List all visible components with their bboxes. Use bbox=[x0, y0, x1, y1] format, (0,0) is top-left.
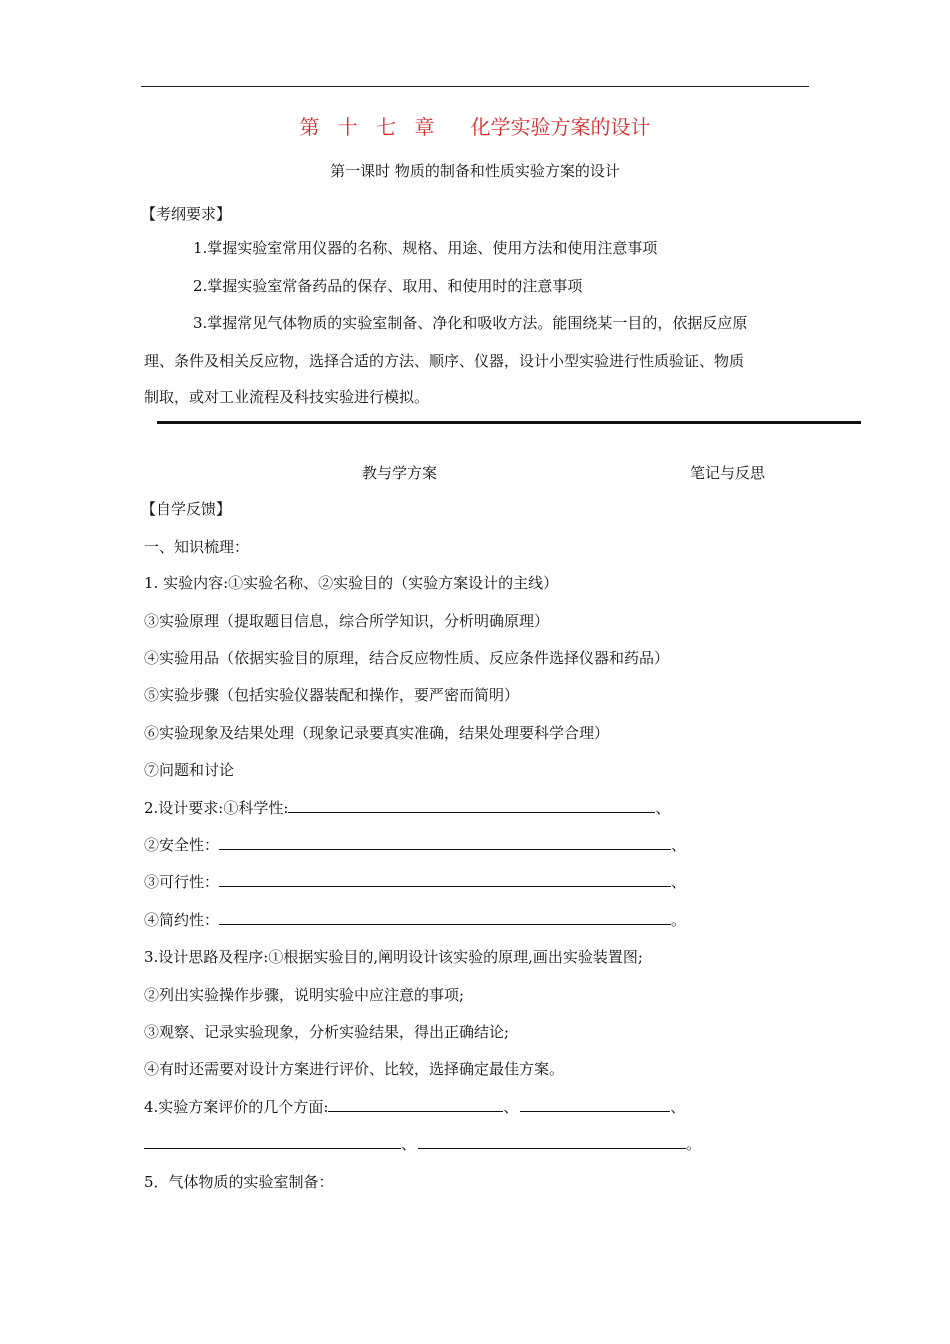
fill-blank[interactable] bbox=[520, 1097, 670, 1112]
item-4-label: 4.实验方案评价的几个方面: bbox=[144, 1098, 329, 1116]
design-req-feasibility bbox=[144, 872, 686, 892]
item-5: 5．气体物质的实验室制备： bbox=[144, 1173, 334, 1191]
item-3-line-2: ②列出实验操作步骤，说明实验中应注意的事项; bbox=[144, 986, 465, 1004]
design-req-feasibility-label: ③可行性： bbox=[144, 873, 220, 891]
column-header-left: 教与学方案 bbox=[362, 464, 438, 482]
design-req-scientific bbox=[144, 798, 670, 818]
item-1-line-2: ③实验原理（提取题目信息，综合所学知识，分析明确原理） bbox=[144, 612, 550, 630]
separator: 。 bbox=[671, 911, 687, 929]
item-4-line-1 bbox=[144, 1097, 685, 1117]
separator: 、 bbox=[670, 1098, 686, 1116]
fill-blank[interactable] bbox=[328, 1097, 503, 1112]
item-4-line-2 bbox=[144, 1134, 701, 1154]
item-1-line-6: ⑦问题和讨论 bbox=[144, 761, 235, 779]
requirement-item-3-line-1: 3.掌握常见气体物质的实验室制备、净化和吸收方法。能围绕某一目的，依据反应原 bbox=[193, 314, 748, 332]
fill-blank[interactable] bbox=[418, 1134, 686, 1149]
item-3-line-4: ④有时还需要对设计方案进行评价、比较，选择确定最佳方案。 bbox=[144, 1060, 565, 1078]
item-1-line-4: ⑤实验步骤（包括实验仪器装配和操作，要严密而简明） bbox=[144, 686, 520, 704]
chapter-number: 第 十 七 章 bbox=[299, 115, 441, 139]
item-3-line-1: 3.设计思路及程序:①根据实验目的,阐明设计该实验的原理,画出实验装置图; bbox=[144, 948, 643, 966]
separator: 、 bbox=[671, 873, 687, 891]
separator: 、 bbox=[671, 836, 687, 854]
separator: 、 bbox=[655, 799, 671, 817]
separator: 。 bbox=[686, 1135, 702, 1153]
requirement-item-3-line-3: 制取，或对工业流程及科技实验进行模拟。 bbox=[144, 388, 430, 406]
item-1-line-1: 1. 实验内容:①实验名称、②实验目的（实验方案设计的主线） bbox=[144, 574, 559, 592]
chapter-name: 化学实验方案的设计 bbox=[470, 115, 651, 139]
separator: 、 bbox=[503, 1098, 519, 1116]
design-req-scientific-label: 2.设计要求:①科学性: bbox=[144, 799, 289, 817]
header-rule bbox=[141, 86, 809, 87]
fill-blank[interactable] bbox=[219, 835, 671, 850]
item-3-line-3: ③观察、记录实验现象，分析实验结果，得出正确结论; bbox=[144, 1023, 510, 1041]
lesson-subtitle: 第一课时 物质的制备和性质实验方案的设计 bbox=[330, 162, 620, 180]
fill-blank[interactable] bbox=[144, 1134, 401, 1149]
fill-blank[interactable] bbox=[219, 872, 671, 887]
requirement-item-3-line-2: 理、条件及相关反应物，选择合适的方法、顺序、仪器，设计小型实验进行性质验证、物质 bbox=[144, 352, 745, 370]
design-req-safety-label: ②安全性： bbox=[144, 836, 220, 854]
requirement-item-2: 2.掌握实验室常备药品的保存、取用、和使用时的注意事项 bbox=[193, 277, 583, 295]
design-req-safety bbox=[144, 835, 686, 855]
requirement-item-1: 1.掌握实验室常用仪器的名称、规格、用途、使用方法和使用注意事项 bbox=[193, 239, 658, 257]
requirements-heading: 【考纲要求】 bbox=[141, 205, 232, 223]
fill-blank[interactable] bbox=[219, 910, 671, 925]
design-req-simplicity-label: ④简约性： bbox=[144, 911, 220, 929]
item-1-line-5: ⑥实验现象及结果处理（现象记录要真实准确，结果处理要科学合理） bbox=[144, 724, 610, 742]
self-study-heading: 【自学反馈】 bbox=[141, 500, 232, 518]
design-req-simplicity bbox=[144, 910, 686, 930]
fill-blank[interactable] bbox=[288, 798, 655, 813]
item-1-line-3: ④实验用品（依据实验目的原理，结合反应物性质、反应条件选择仪器和药品） bbox=[144, 649, 670, 667]
section-divider bbox=[157, 421, 861, 424]
chapter-title bbox=[0, 114, 950, 140]
separator: 、 bbox=[401, 1135, 417, 1153]
knowledge-section-heading: 一、知识梳理： bbox=[144, 538, 250, 556]
column-header-right: 笔记与反思 bbox=[690, 464, 766, 482]
